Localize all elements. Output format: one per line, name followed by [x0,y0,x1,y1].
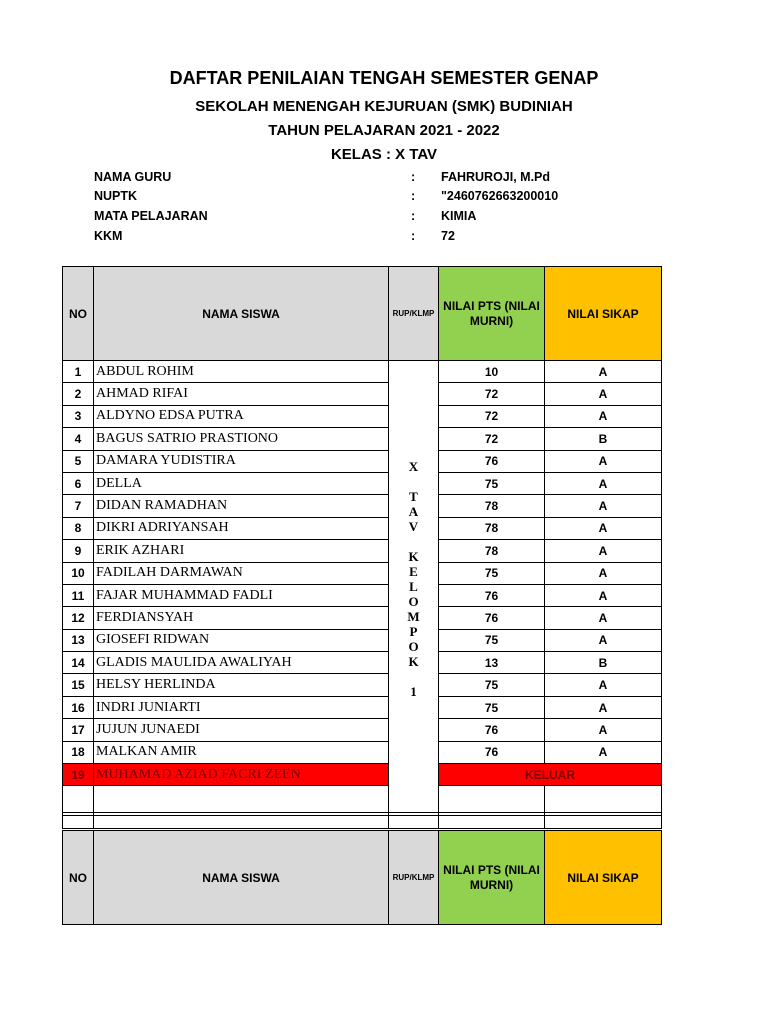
table-row [63,472,662,494]
nilai-pts: 75 [439,472,545,494]
row-number: 15 [63,674,94,696]
student-name: DIDAN RAMADHAN [94,495,389,517]
nilai-sikap: B [545,428,662,450]
student-name: GLADIS MAULIDA AWALIYAH [94,652,389,674]
table-row [63,696,662,718]
nilai-sikap: A [545,719,662,741]
header-nilai-pts: NILAI PTS (NILAI MURNI) [439,267,545,361]
table-row [63,741,662,763]
nilai-pts: 76 [439,607,545,629]
student-name: JUJUN JUNAEDI [94,719,389,741]
row-number: 13 [63,629,94,651]
info-colon: : [411,170,416,184]
nilai-pts: 72 [439,383,545,405]
info-label: MATA PELAJARAN [94,209,208,223]
header-no: NO [63,831,94,925]
student-name: FAJAR MUHAMMAD FADLI [94,584,389,606]
spacer-row [62,812,662,829]
row-number: 8 [63,517,94,539]
nilai-pts: 72 [439,428,545,450]
table-row [63,674,662,696]
info-colon: : [411,189,416,203]
academic-year: TAHUN PELAJARAN 2021 - 2022 [268,122,500,139]
info-colon: : [411,229,416,243]
nilai-pts: 13 [439,652,545,674]
table-row [63,562,662,584]
table-row [63,607,662,629]
header-nama-siswa: NAMA SISWA [94,267,389,361]
header-nilai-sikap: NILAI SIKAP [545,267,662,361]
nilai-sikap: A [545,674,662,696]
nilai-sikap: A [545,741,662,763]
table-row [63,383,662,405]
nilai-pts: 75 [439,674,545,696]
info-colon: : [411,209,416,223]
row-number: 3 [63,405,94,427]
student-name: FERDIANSYAH [94,607,389,629]
row-number: 17 [63,719,94,741]
info-label: NAMA GURU [94,170,172,184]
nilai-sikap: A [545,361,662,383]
nilai-sikap: A [545,562,662,584]
repeated-header-table [62,830,662,925]
student-name: MALKAN AMIR [94,741,389,763]
nilai-sikap: A [545,696,662,718]
nilai-sikap: A [545,405,662,427]
row-number: 7 [63,495,94,517]
student-name: ABDUL ROHIM [94,361,389,383]
student-name: DAMARA YUDISTIRA [94,450,389,472]
info-label: KKM [94,229,123,243]
nilai-pts: 75 [439,629,545,651]
nilai-sikap: B [545,652,662,674]
row-number: 12 [63,607,94,629]
table-row-keluar [63,764,662,786]
student-name: MUHAMAD AZIAD FACRI ZEEN [94,764,389,786]
nilai-pts: 76 [439,719,545,741]
row-number: 11 [63,584,94,606]
school-name: SEKOLAH MENENGAH KEJURUAN (SMK) BUDINIAH [195,98,573,115]
row-number: 14 [63,652,94,674]
info-value: FAHRUROJI, M.Pd [441,170,551,184]
student-name: BAGUS SATRIO PRASTIONO [94,428,389,450]
empty-row [63,786,662,813]
row-number: 2 [63,383,94,405]
table-row [63,361,662,383]
row-number: 5 [63,450,94,472]
table-row [63,495,662,517]
header-row [63,267,662,361]
nilai-sikap: A [545,495,662,517]
nilai-pts: 78 [439,540,545,562]
nilai-pts: 72 [439,405,545,427]
student-name: HELSY HERLINDA [94,674,389,696]
row-number: 19 [63,764,94,786]
student-name: GIOSEFI RIDWAN [94,629,389,651]
nilai-pts: 75 [439,562,545,584]
nilai-sikap: A [545,383,662,405]
header-no: NO [63,267,94,361]
nilai-pts: 78 [439,495,545,517]
nilai-sikap: A [545,607,662,629]
nilai-sikap: A [545,540,662,562]
table-row [63,405,662,427]
info-row [94,209,654,228]
table-row [63,428,662,450]
table-row [63,517,662,539]
document-title: DAFTAR PENILAIAN TENGAH SEMESTER GENAP [169,68,599,88]
info-value: "2460762663200010 [441,189,559,203]
table-row [63,719,662,741]
row-number: 10 [63,562,94,584]
student-name: DELLA [94,472,389,494]
nilai-sikap: A [545,629,662,651]
table-row [63,540,662,562]
grades-table [62,266,662,816]
nilai-pts: 76 [439,450,545,472]
nilai-pts: 78 [439,517,545,539]
student-name: ALDYNO EDSA PUTRA [94,405,389,427]
nilai-sikap: A [545,472,662,494]
nilai-pts: 75 [439,696,545,718]
row-number: 6 [63,472,94,494]
keluar-status: KELUAR [439,764,662,786]
nilai-pts: 76 [439,741,545,763]
info-value: KIMIA [441,209,477,223]
nilai-pts: 76 [439,584,545,606]
row-number: 1 [63,361,94,383]
info-row [94,229,654,248]
table-row [63,584,662,606]
info-value: 72 [441,229,455,243]
row-number: 18 [63,741,94,763]
class-label: KELAS : X TAV [330,146,438,163]
row-number: 9 [63,540,94,562]
info-row [94,170,654,189]
header-nama-siswa: NAMA SISWA [94,831,389,925]
row-number: 4 [63,428,94,450]
header-row [63,831,662,925]
header-nilai-sikap: NILAI SIKAP [545,831,662,925]
table-row [63,629,662,651]
student-name: INDRI JUNIARTI [94,696,389,718]
student-name: AHMAD RIFAI [94,383,389,405]
nilai-pts: 10 [439,361,545,383]
header-rup-klmp: RUP/KLMP [389,831,439,925]
student-name: FADILAH DARMAWAN [94,562,389,584]
row-number: 16 [63,696,94,718]
nilai-sikap: A [545,584,662,606]
kelompok-label [389,361,439,816]
nilai-sikap: A [545,450,662,472]
info-label: NUPTK [94,189,138,203]
student-name: DIKRI ADRIYANSAH [94,517,389,539]
table-row [63,450,662,472]
header-nilai-pts: NILAI PTS (NILAI MURNI) [439,831,545,925]
nilai-sikap: A [545,517,662,539]
table-row [63,652,662,674]
header-rup-klmp: RUP/KLMP [389,267,439,361]
kelompok-text: X T A V K E L O M P O K 1 [407,459,420,699]
student-name: ERIK AZHARI [94,540,389,562]
info-row [94,189,654,208]
